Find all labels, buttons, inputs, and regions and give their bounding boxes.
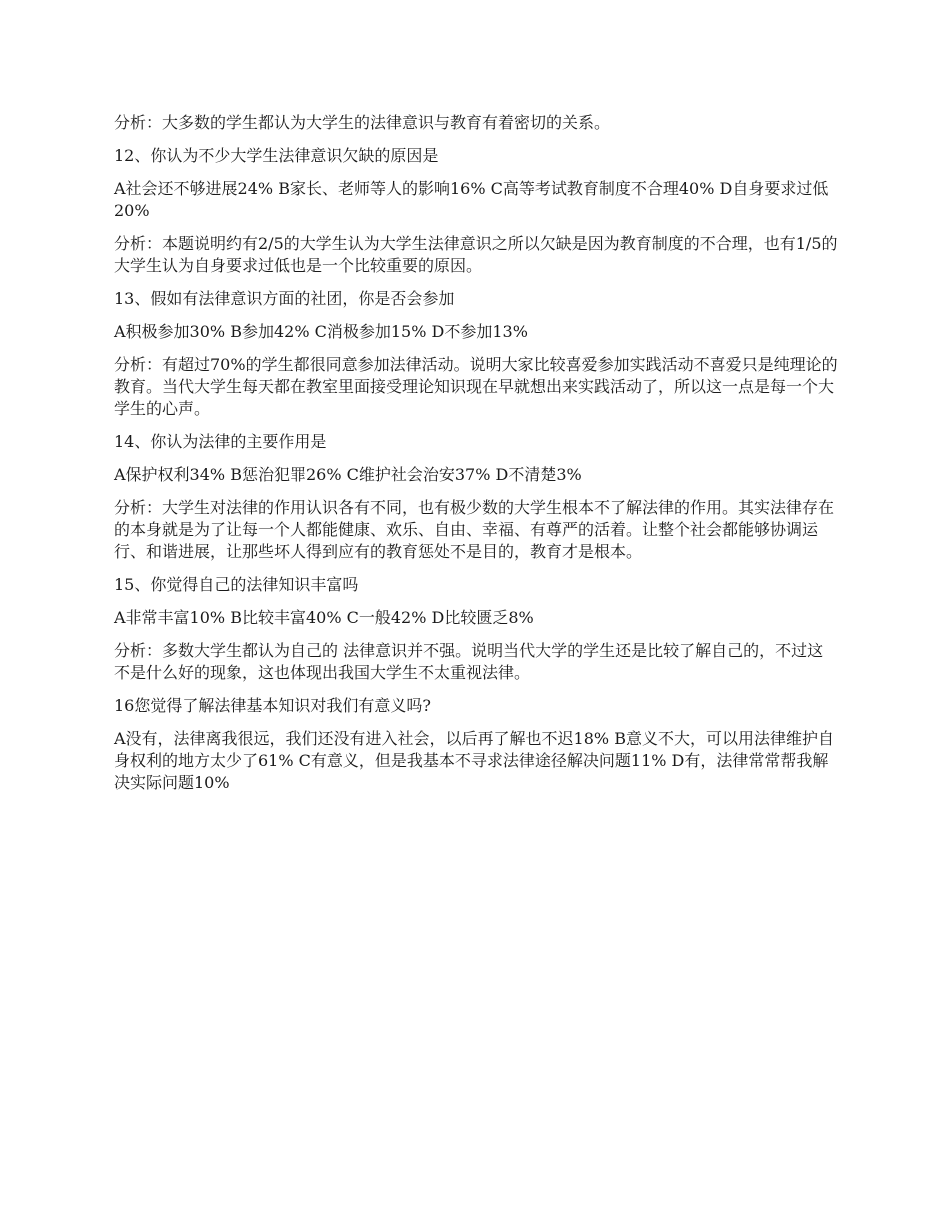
analysis-paragraph-q15: 分析：多数大学生都认为自己的 法律意识并不强。说明当代大学的学生还是比较了解自己的，不过这不是什么好的现象，这也体现出我国大学生不太重视法律。	[114, 641, 824, 682]
answer-options-q15: A非常丰富10% B比较丰富40% C一般42% D比较匮乏8%	[114, 608, 534, 627]
answer-options-q13: A积极参加30% B参加42% C消极参加15% D不参加13%	[114, 322, 528, 341]
question-13: 13、假如有法律意识方面的社团，你是否会参加	[114, 289, 455, 308]
analysis-paragraph-q12: 分析：本题说明约有2/5的大学生认为大学生法律意识之所以欠缺是因为教育制度的不合理，也有1/5的大学生认为自身要求过低也是一个比较重要的原因。	[114, 234, 838, 275]
question-15: 15、你觉得自己的法律知识丰富吗	[114, 575, 359, 594]
document-page	[114, 112, 839, 805]
question-16: 16您觉得了解法律基本知识对我们有意义吗?	[114, 696, 431, 715]
analysis-paragraph-q13: 分析：有超过70%的学生都很同意参加法律活动。说明大家比较喜爱参加实践活动不喜爱只是纯理论的教育。当代大学生每天都在教室里面接受理论知识现在早就想出来实践活动了，所以这一点是每一个大学生的心声。	[114, 355, 838, 418]
question-12: 12、你认为不少大学生法律意识欠缺的原因是	[114, 146, 439, 165]
analysis-paragraph-q14: 分析：大学生对法律的作用认识各有不同，也有极少数的大学生根本不了解法律的作用。其实法律存在的本身就是为了让每一个人都能健康、欢乐、自由、幸福、有尊严的活着。让整个社会都能够协调运行、和谐进展，让那些坏人得到应有的教育惩处不是目的，教育才是根本。	[114, 498, 835, 561]
answer-options-q14: A保护权利34% B惩治犯罪26% C维护社会治安37% D不清楚3%	[114, 465, 582, 484]
analysis-paragraph-q11: 分析：大多数的学生都认为大学生的法律意识与教育有着密切的关系。	[114, 113, 611, 132]
answer-options-q16: A没有，法律离我很远，我们还没有进入社会，以后再了解也不迟18% B意义不大，可以用法律维护自身权利的地方太少了61% C有意义，但是我基本不寻求法律途径解决问题11% D有，法律常常帮我解决实际问题10%	[114, 729, 834, 792]
answer-options-q12: A社会还不够进展24% B家长、老师等人的影响16% C高等考试教育制度不合理40% D自身要求过低20%	[114, 179, 829, 220]
question-14: 14、你认为法律的主要作用是	[114, 432, 327, 451]
